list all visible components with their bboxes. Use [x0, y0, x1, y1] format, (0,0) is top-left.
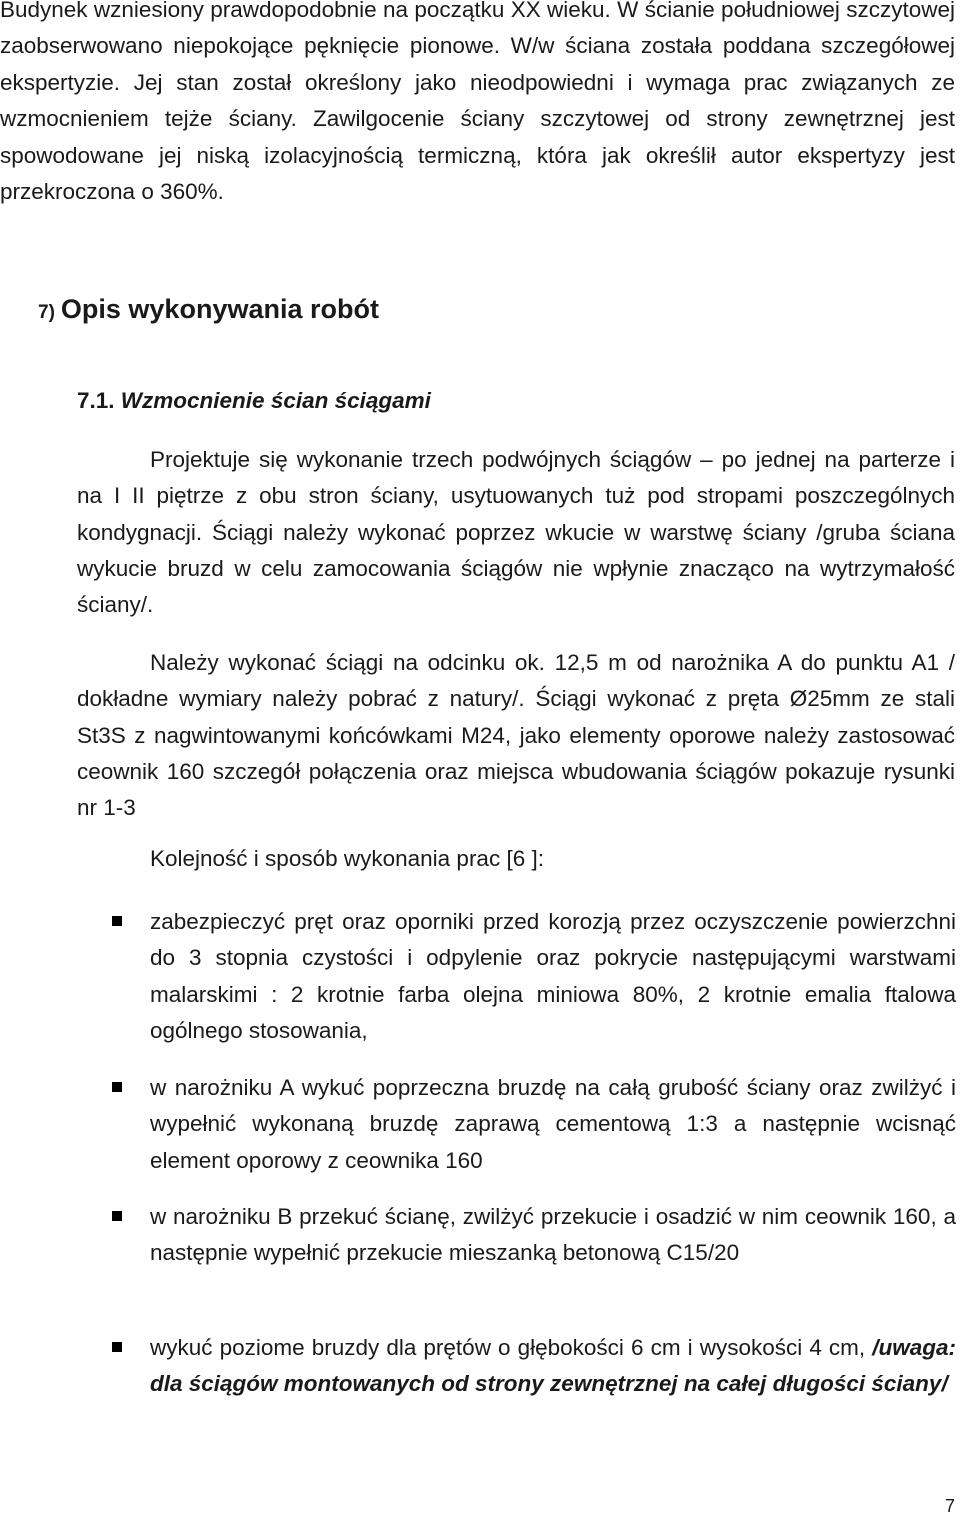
subsection-heading [77, 388, 431, 414]
list-item-text: zabezpieczyć pręt oraz oporniki przed korozją przez oczyszczenie powierzchni do 3 stopnia czystości i odpylenie oraz pokrycie następującymi warstwami malarskimi : 2 krotnie farba olejna miniowa 80%, 2 krotnie emalia ftalowa ogólnego stosowania, [150, 909, 956, 1043]
body-paragraph-1: Projektuje się wykonanie trzech podwójnych ściągów – po jednej na parterze i na I II piętrze z obu stron ściany, usytuowanych tuż pod stropami poszczególnych kondygnacji. Ściągi należy wykonać poprzez wkucie w warstwę ściany /gruba ściana wykucie bruzd w celu zamocowania ściągów nie wpłynie znacząco na wytrzymałość ściany/. [77, 447, 955, 618]
list-item [150, 1070, 956, 1179]
body-paragraph-2: Należy wykonać ściągi na odcinku ok. 12,5 m od narożnika A do punktu A1 / dokładne wymiary należy pobrać z natury/. Ściągi wykonać z pręta Ø25mm ze stali St3S z nagwintowanymi końcówkami M24, jako elementy oporowe należy zastosować ceownik 160 szczegół połączenia oraz miejsca wbudowania ściągów pokazuje rysunki nr 1-3 [77, 650, 955, 821]
subsection-number: 7.1. [77, 388, 115, 413]
list-item [150, 1330, 956, 1403]
list-item-text: w narożniku A wykuć poprzeczna bruzdę na całą grubość ściany oraz zwilżyć i wypełnić wykonaną bruzdę zaprawą cementową 1:3 a następnie wcisnąć element oporowy z ceownika 160 [150, 1075, 956, 1173]
list-item-text [150, 1330, 956, 1403]
square-bullet-icon [112, 1342, 122, 1352]
section-number: 7) [38, 302, 55, 323]
list-item-text: w narożniku B przekuć ścianę, zwilżyć przekucie i osadzić w nim ceownik 160, a następnie wypełnić przekucie mieszanką betonową C15/20 [150, 1204, 956, 1266]
list-item-text-main: wykuć poziome bruzdy dla prętów o głębokości 6 cm i wysokości 4 cm, [150, 1335, 873, 1360]
list-item [150, 1199, 956, 1272]
list-item-note: /uwaga: dla ściągów montowanych od strony zewnętrznej na całej długości ściany/ [150, 1335, 956, 1397]
square-bullet-icon [112, 1082, 122, 1092]
intro-paragraph: Budynek wzniesiony prawdopodobnie na początku XX wieku. W ścianie południowej szczytowej zaobserwowano niepokojące pęknięcie pionowe. W/w ściana została poddana szczegółowej ekspertyzie. Jej stan został określony jako nieodpowiedni i wymaga prac związanych ze wzmocnieniem tejże ściany. Zawilgocenie ściany szczytowej od strony zewnętrznej jest spowodowane jej niską izolacyjnością termiczną, która jak określił autor ekspertyzy jest przekroczona o 360%. [0, 0, 955, 205]
section-title: Opis wykonywania robót [60, 294, 379, 324]
work-order-heading: Kolejność i sposób wykonania prac [6 ]: [150, 846, 544, 871]
page-number: 7 [944, 1496, 955, 1516]
square-bullet-icon [112, 1211, 122, 1221]
section-heading [38, 294, 379, 325]
subsection-title: Wzmocnienie ścian ściągami [120, 388, 431, 413]
square-bullet-icon [112, 916, 122, 926]
list-item [150, 904, 956, 1049]
